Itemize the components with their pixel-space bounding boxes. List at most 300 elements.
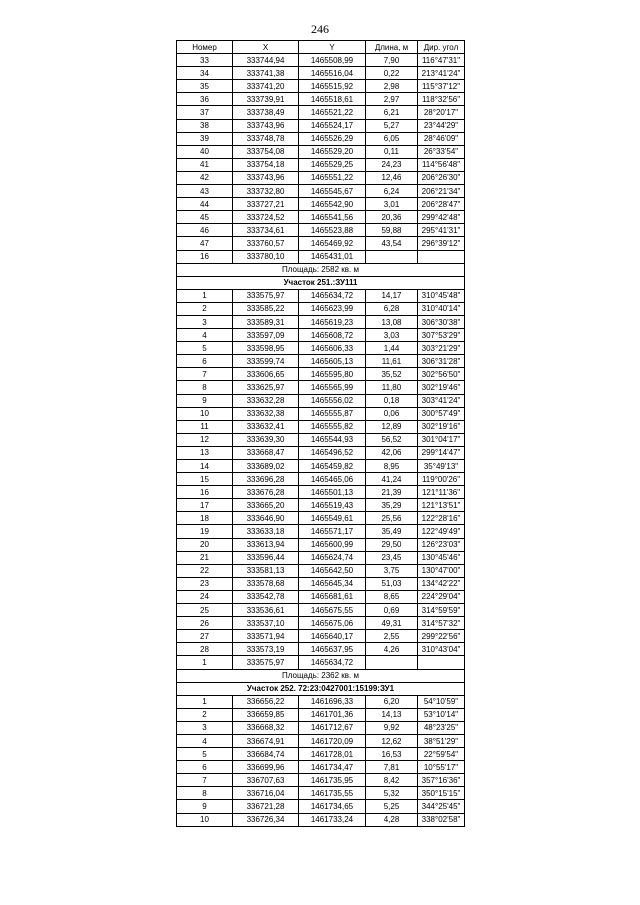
cell-y: 1465541,56 [299,211,366,224]
cell-length: 6,20 [366,695,418,708]
cell-direction-angle: 35°49'13" [418,460,465,473]
cell-length: 6,24 [366,185,418,198]
section-row [177,682,465,695]
cell-length: 2,98 [366,80,418,93]
table-row [177,80,465,93]
cell-number: 2 [177,302,233,315]
cell-number: 18 [177,512,233,525]
cell-y: 1465542,90 [299,198,366,211]
cell-length: 14,17 [366,289,418,302]
cell-x: 333639,30 [233,433,299,446]
cell-length: 16,53 [366,748,418,761]
cell-y: 1465624,74 [299,551,366,564]
cell-x: 336716,04 [233,787,299,800]
cell-y: 1461712,67 [299,721,366,734]
cell-number: 9 [177,800,233,813]
cell-length: 14,13 [366,708,418,721]
coordinates-table [176,40,465,827]
cell-number: 45 [177,211,233,224]
cell-y: 1461734,65 [299,800,366,813]
cell-length: 41,24 [366,473,418,486]
cell-direction-angle: 295°41'31" [418,224,465,237]
cell-length: 7,81 [366,761,418,774]
cell-length: 1,44 [366,342,418,355]
table-row [177,420,465,433]
cell-number: 28 [177,643,233,656]
table-row [177,381,465,394]
cell-x: 333743,96 [233,119,299,132]
cell-direction-angle: 54°10'59" [418,695,465,708]
cell-y: 1461733,24 [299,813,366,826]
cell-number: 10 [177,813,233,826]
cell-direction-angle: 306°31'28" [418,355,465,368]
table-row [177,342,465,355]
cell-y: 1465501,13 [299,486,366,499]
cell-y: 1465645,34 [299,577,366,590]
cell-x: 333589,31 [233,315,299,328]
cell-direction-angle: 306°30'38" [418,315,465,328]
cell-direction-angle: 130°45'46" [418,551,465,564]
cell-x: 336726,34 [233,813,299,826]
cell-number: 15 [177,473,233,486]
cell-direction-angle: 314°57'32" [418,617,465,630]
cell-direction-angle: 121°11'36" [418,486,465,499]
table-row [177,224,465,237]
cell-direction-angle: 299°22'56" [418,630,465,643]
cell-direction-angle: 23°44'29" [418,119,465,132]
cell-direction-angle: 119°00'26" [418,473,465,486]
cell-length: 0,18 [366,394,418,407]
cell-x: 333632,38 [233,407,299,420]
table-row [177,721,465,734]
table-row [177,302,465,315]
table-row [177,132,465,145]
cell-length: 9,92 [366,721,418,734]
cell-y: 1465675,06 [299,617,366,630]
cell-x: 333754,18 [233,158,299,171]
cell-x: 333575,97 [233,656,299,669]
cell-x: 333696,28 [233,473,299,486]
table-row [177,551,465,564]
cell-direction-angle: 130°47'00" [418,564,465,577]
column-header-x: X [233,41,299,54]
cell-y: 1465642,50 [299,564,366,577]
cell-y: 1461728,01 [299,748,366,761]
cell-x: 333732,80 [233,185,299,198]
column-header-number: Номер [177,41,233,54]
cell-number: 44 [177,198,233,211]
cell-y: 1465508,99 [299,54,366,67]
table-row [177,473,465,486]
cell-direction-angle: 213°41'24" [418,67,465,80]
cell-length: 24,23 [366,158,418,171]
cell-x: 333743,96 [233,171,299,184]
cell-y: 1465556,02 [299,394,366,407]
table-row [177,460,465,473]
cell-x: 333734,61 [233,224,299,237]
cell-x: 333632,28 [233,394,299,407]
cell-length: 4,28 [366,813,418,826]
section-row [177,276,465,289]
cell-x: 333665,20 [233,499,299,512]
cell-direction-angle: 310°43'04" [418,643,465,656]
cell-x: 336699,96 [233,761,299,774]
cell-x: 333536,61 [233,604,299,617]
cell-number: 5 [177,748,233,761]
cell-direction-angle: 26°33'54" [418,145,465,158]
cell-length: 6,05 [366,132,418,145]
area-row [177,669,465,682]
cell-direction-angle: 115°37'12" [418,80,465,93]
cell-number: 3 [177,315,233,328]
table-row [177,577,465,590]
cell-x: 333741,38 [233,67,299,80]
cell-number: 41 [177,158,233,171]
cell-direction-angle: 224°29'04" [418,590,465,603]
area-row [177,263,465,276]
table-row [177,394,465,407]
cell-x: 333578,68 [233,577,299,590]
cell-x: 333760,57 [233,237,299,250]
table-row [177,525,465,538]
cell-x: 333727,21 [233,198,299,211]
table-row [177,590,465,603]
cell-y: 1465515,92 [299,80,366,93]
cell-x: 336659,85 [233,708,299,721]
cell-y: 1465675,55 [299,604,366,617]
table-row [177,145,465,158]
table-row [177,237,465,250]
cell-x: 333748,78 [233,132,299,145]
cell-direction-angle: 48°23'25" [418,721,465,734]
cell-y: 1465518,61 [299,93,366,106]
cell-direction-angle: 350°15'15" [418,787,465,800]
cell-direction-angle: 344°25'45" [418,800,465,813]
cell-y: 1465619,23 [299,315,366,328]
cell-x: 333739,91 [233,93,299,106]
cell-y: 1465600,99 [299,538,366,551]
table-row [177,695,465,708]
cell-x: 333741,20 [233,80,299,93]
cell-y: 1465565,99 [299,381,366,394]
cell-x: 336684,74 [233,748,299,761]
cell-number: 14 [177,460,233,473]
table-row [177,656,465,669]
cell-x: 333738,49 [233,106,299,119]
cell-direction-angle: 314°59'59" [418,604,465,617]
cell-x: 333780,10 [233,250,299,263]
table-row [177,761,465,774]
table-row [177,787,465,800]
table-row [177,630,465,643]
cell-direction-angle: 118°32'56" [418,93,465,106]
cell-number: 5 [177,342,233,355]
table-row [177,185,465,198]
cell-length: 5,32 [366,787,418,800]
cell-x: 333646,90 [233,512,299,525]
cell-y: 1465555,82 [299,420,366,433]
cell-y: 1465681,61 [299,590,366,603]
table-row [177,289,465,302]
cell-direction-angle: 302°19'46" [418,381,465,394]
cell-number: 6 [177,355,233,368]
cell-x: 333599,74 [233,355,299,368]
area-note: Площадь: 2582 кв. м [177,263,465,276]
cell-length [366,250,418,263]
cell-direction-angle: 303°21'29" [418,342,465,355]
cell-length: 11,80 [366,381,418,394]
cell-y: 1461720,09 [299,734,366,747]
table-row [177,198,465,211]
cell-length: 12,46 [366,171,418,184]
cell-direction-angle: 303°41'24" [418,394,465,407]
cell-number: 40 [177,145,233,158]
table-row [177,407,465,420]
cell-y: 1465523,88 [299,224,366,237]
cell-length: 21,39 [366,486,418,499]
cell-length: 0,06 [366,407,418,420]
cell-y: 1465529,25 [299,158,366,171]
cell-length: 59,88 [366,224,418,237]
cell-x: 333596,44 [233,551,299,564]
cell-x: 333585,22 [233,302,299,315]
table-row [177,748,465,761]
cell-number: 47 [177,237,233,250]
cell-length [366,656,418,669]
cell-x: 333573,19 [233,643,299,656]
table-row [177,813,465,826]
cell-length: 12,62 [366,734,418,747]
cell-x: 333575,97 [233,289,299,302]
table-row [177,106,465,119]
cell-number: 46 [177,224,233,237]
cell-x: 333668,47 [233,446,299,459]
cell-number: 17 [177,499,233,512]
cell-length: 7,90 [366,54,418,67]
cell-number: 23 [177,577,233,590]
cell-y: 1465519,43 [299,499,366,512]
cell-direction-angle [418,656,465,669]
table-row [177,538,465,551]
cell-direction-angle: 300°57'49" [418,407,465,420]
cell-direction-angle: 10°55'17" [418,761,465,774]
cell-length: 42,06 [366,446,418,459]
table-header [177,41,465,54]
cell-number: 6 [177,761,233,774]
cell-length: 5,25 [366,800,418,813]
table-row [177,329,465,342]
cell-direction-angle: 206°21'34" [418,185,465,198]
cell-direction-angle: 121°13'51" [418,499,465,512]
cell-y: 1461696,33 [299,695,366,708]
cell-x: 336707,63 [233,774,299,787]
table-row [177,315,465,328]
table-row [177,171,465,184]
cell-number: 16 [177,250,233,263]
cell-length: 29,50 [366,538,418,551]
cell-direction-angle: 53°10'14" [418,708,465,721]
cell-direction-angle: 310°45'48" [418,289,465,302]
cell-direction-angle: 302°56'50" [418,368,465,381]
cell-length: 3,03 [366,329,418,342]
cell-x: 333625,97 [233,381,299,394]
cell-length: 20,36 [366,211,418,224]
cell-x: 333613,94 [233,538,299,551]
cell-length: 8,95 [366,460,418,473]
cell-direction-angle: 302°19'16" [418,420,465,433]
cell-length: 8,65 [366,590,418,603]
cell-y: 1465431,01 [299,250,366,263]
table-row [177,355,465,368]
cell-length: 4,26 [366,643,418,656]
cell-length: 56,52 [366,433,418,446]
table-row [177,486,465,499]
cell-number: 19 [177,525,233,538]
cell-number: 8 [177,787,233,800]
cell-y: 1465524,17 [299,119,366,132]
cell-number: 26 [177,617,233,630]
cell-number: 21 [177,551,233,564]
cell-number: 13 [177,446,233,459]
cell-number: 22 [177,564,233,577]
cell-number: 4 [177,329,233,342]
cell-direction-angle: 28°20'17" [418,106,465,119]
cell-x: 333724,52 [233,211,299,224]
cell-number: 34 [177,67,233,80]
cell-y: 1465545,67 [299,185,366,198]
table-row [177,67,465,80]
cell-x: 333633,18 [233,525,299,538]
cell-number: 7 [177,368,233,381]
cell-number: 12 [177,433,233,446]
cell-number: 35 [177,80,233,93]
cell-direction-angle: 310°40'14" [418,302,465,315]
cell-x: 333632,41 [233,420,299,433]
table-row [177,512,465,525]
cell-y: 1465459,82 [299,460,366,473]
area-note: Площадь: 2362 кв. м [177,669,465,682]
cell-length: 3,01 [366,198,418,211]
cell-length: 6,21 [366,106,418,119]
cell-number: 9 [177,394,233,407]
cell-length: 11,61 [366,355,418,368]
cell-y: 1465469,92 [299,237,366,250]
cell-x: 333597,09 [233,329,299,342]
cell-y: 1465634,72 [299,656,366,669]
cell-x: 333606,65 [233,368,299,381]
table-row [177,250,465,263]
cell-y: 1465516,04 [299,67,366,80]
cell-direction-angle: 116°47'31" [418,54,465,67]
cell-direction-angle: 338°02'58" [418,813,465,826]
column-header-y: Y [299,41,366,54]
cell-direction-angle [418,250,465,263]
cell-x: 333689,02 [233,460,299,473]
cell-direction-angle: 22°59'54" [418,748,465,761]
table-row [177,617,465,630]
cell-length: 3,75 [366,564,418,577]
cell-direction-angle: 206°26'30" [418,171,465,184]
cell-direction-angle: 114°56'48" [418,158,465,171]
cell-direction-angle: 206°28'47" [418,198,465,211]
cell-length: 2,97 [366,93,418,106]
cell-y: 1465595,80 [299,368,366,381]
cell-y: 1465555,87 [299,407,366,420]
cell-length: 0,22 [366,67,418,80]
page-number: 246 [311,22,329,36]
table-row [177,433,465,446]
table-row [177,211,465,224]
cell-length: 0,69 [366,604,418,617]
cell-length: 35,49 [366,525,418,538]
cell-x: 336668,32 [233,721,299,734]
cell-number: 38 [177,119,233,132]
cell-y: 1461734,47 [299,761,366,774]
cell-length: 25,56 [366,512,418,525]
table-row [177,499,465,512]
cell-x: 333754,08 [233,145,299,158]
table-row [177,604,465,617]
cell-number: 1 [177,656,233,669]
table-row [177,708,465,721]
cell-direction-angle: 28°46'09" [418,132,465,145]
section-title: Участок 251.:ЗУ111 [177,276,465,289]
cell-number: 1 [177,289,233,302]
cell-number: 25 [177,604,233,617]
cell-y: 1465608,72 [299,329,366,342]
column-header-direction-angle: Дир. угол [418,41,465,54]
cell-direction-angle: 122°49'49" [418,525,465,538]
cell-length: 13,08 [366,315,418,328]
cell-length: 51,03 [366,577,418,590]
cell-number: 39 [177,132,233,145]
cell-y: 1465634,72 [299,289,366,302]
cell-direction-angle: 122°28'16" [418,512,465,525]
cell-x: 333542,78 [233,590,299,603]
cell-direction-angle: 126°23'03" [418,538,465,551]
cell-y: 1465526,29 [299,132,366,145]
cell-x: 336656,22 [233,695,299,708]
cell-number: 11 [177,420,233,433]
cell-length: 35,52 [366,368,418,381]
table-row [177,564,465,577]
cell-number: 20 [177,538,233,551]
cell-direction-angle: 299°14'47" [418,446,465,459]
table-body [177,54,465,827]
table-row [177,93,465,106]
cell-y: 1465551,22 [299,171,366,184]
cell-x: 333581,13 [233,564,299,577]
cell-x: 333598,95 [233,342,299,355]
cell-number: 36 [177,93,233,106]
cell-y: 1465496,52 [299,446,366,459]
cell-x: 336721,28 [233,800,299,813]
cell-length: 2,55 [366,630,418,643]
cell-y: 1465605,13 [299,355,366,368]
table-row [177,54,465,67]
cell-direction-angle: 296°39'12" [418,237,465,250]
cell-length: 49,31 [366,617,418,630]
cell-y: 1465640,17 [299,630,366,643]
column-header-length: Длина, м [366,41,418,54]
cell-direction-angle: 38°51'29" [418,734,465,747]
cell-x: 333537,10 [233,617,299,630]
table-row [177,800,465,813]
cell-direction-angle: 134°42'22" [418,577,465,590]
cell-y: 1465623,99 [299,302,366,315]
cell-length: 5,27 [366,119,418,132]
cell-direction-angle: 299°42'48" [418,211,465,224]
